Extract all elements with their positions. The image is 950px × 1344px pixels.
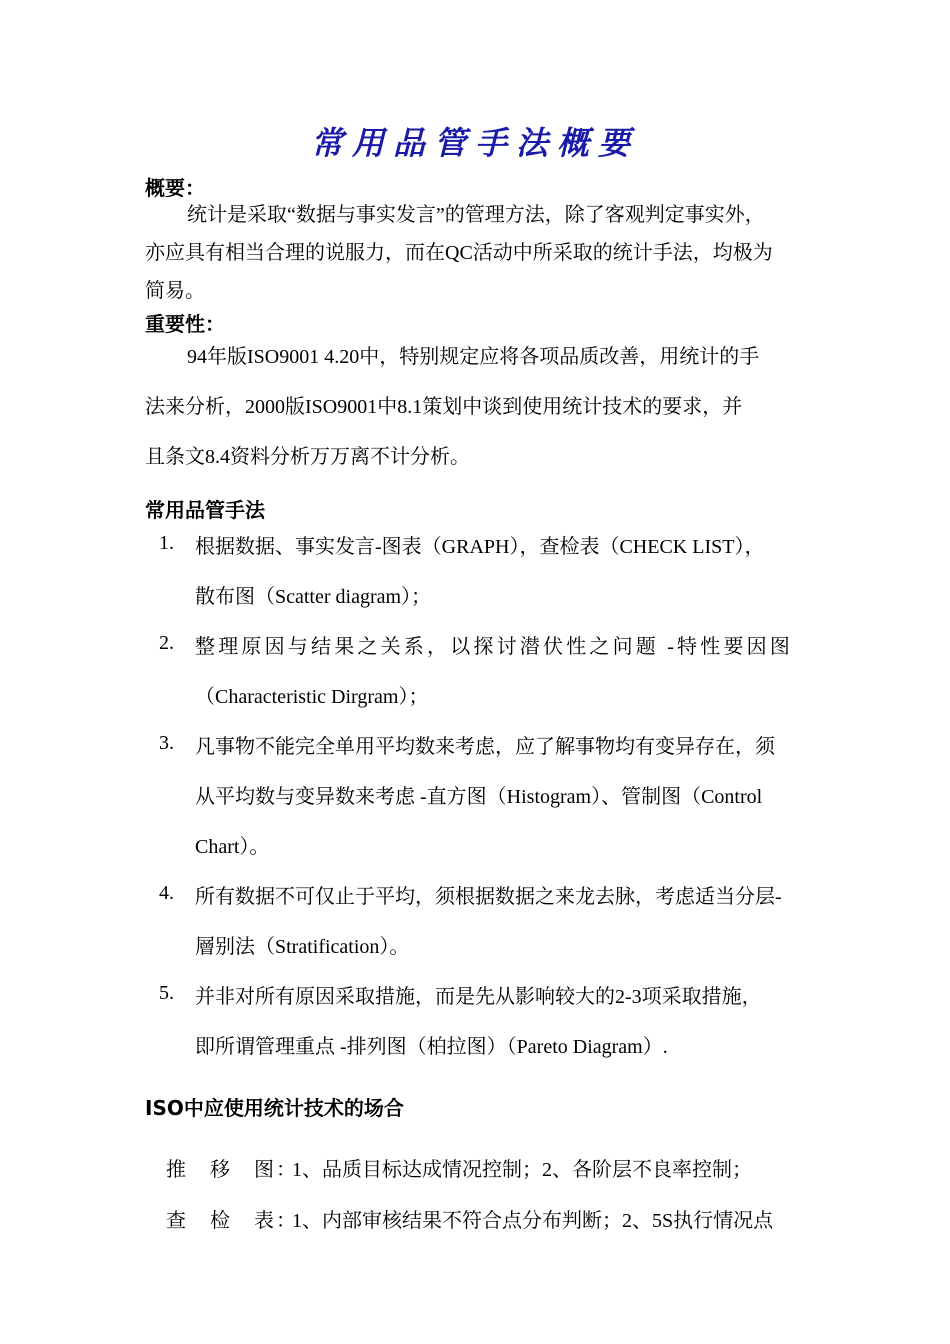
list-number: 5. [159,982,174,1004]
summary-line: 统计是采取“数据与事实发言”的管理方法，除了客观判定事实外， [187,204,765,226]
list-line: 層别法（Stratification）。 [195,936,410,958]
summary-heading: 概要： [145,176,205,200]
importance-heading: 重要性： [145,312,225,336]
methods-list [145,522,845,1072]
usage-text: 1、内部审核结果不符合点分布判断；2、5S执行情况点 [292,1210,774,1232]
list-line: Chart）。 [195,836,270,858]
importance-line: 94年版ISO9001 4.20中，特别规定应将各项品质改善，用统计的手 [187,346,760,368]
list-line: 散布图（Scatter diagram）； [195,586,432,608]
list-item [145,722,845,872]
summary-line: 简易。 [145,280,205,302]
list-line: 根据数据、事实发言-图表（GRAPH），查检表（CHECK LIST）， [195,536,765,558]
list-line: 并非对所有原因采取措施，而是先从影响较大的2-3项采取措施， [195,986,762,1008]
list-number: 3. [159,732,174,754]
list-line: 整理原因与结果之关系，以探讨潜伏性之问题 -特性要因图 [195,636,794,658]
list-line: 即所谓管理重点 -排列图（柏拉图）（Pareto Diagram）. [195,1036,668,1058]
list-item [145,622,845,722]
page-title: 常用品管手法概要 [310,124,639,162]
importance-line: 且条文8.4资料分析万万离不计分析。 [145,446,470,468]
iso-usage-heading: ISO中应使用统计技术的场合 [145,1096,404,1120]
methods-heading: 常用品管手法 [145,498,265,522]
list-line: 所有数据不可仅止于平均，须根据数据之来龙去脉，考虑适当分层- [195,886,782,908]
list-line: 从平均数与变异数来考虑 -直方图（Histogram）、管制图（Control [195,786,763,808]
summary-line: 亦应具有相当合理的说服力，而在QC活动中所采取的统计手法，均极为 [145,242,773,264]
summary-paragraph [145,196,835,310]
list-number: 1. [159,532,174,554]
list-item [145,972,845,1072]
usage-label: 查 检 表： [166,1210,298,1232]
usage-label: 推 移 图： [166,1159,298,1181]
list-number: 4. [159,882,174,904]
list-item [145,522,845,622]
importance-line: 法来分析，2000版ISO9001中8.1策划中谈到使用统计技术的要求，并 [145,396,743,418]
list-number: 2. [159,632,174,654]
list-line: 凡事物不能完全单用平均数来考虑，应了解事物均有变异存在，须 [195,736,775,758]
list-line: （Characteristic Dirgram）； [195,686,429,708]
usage-row-run-chart [166,1153,752,1182]
usage-row-check-sheet [166,1204,773,1233]
list-item [145,872,845,972]
usage-text: 1、品质目标达成情况控制；2、各阶层不良率控制； [292,1159,752,1181]
importance-paragraph [145,332,835,482]
